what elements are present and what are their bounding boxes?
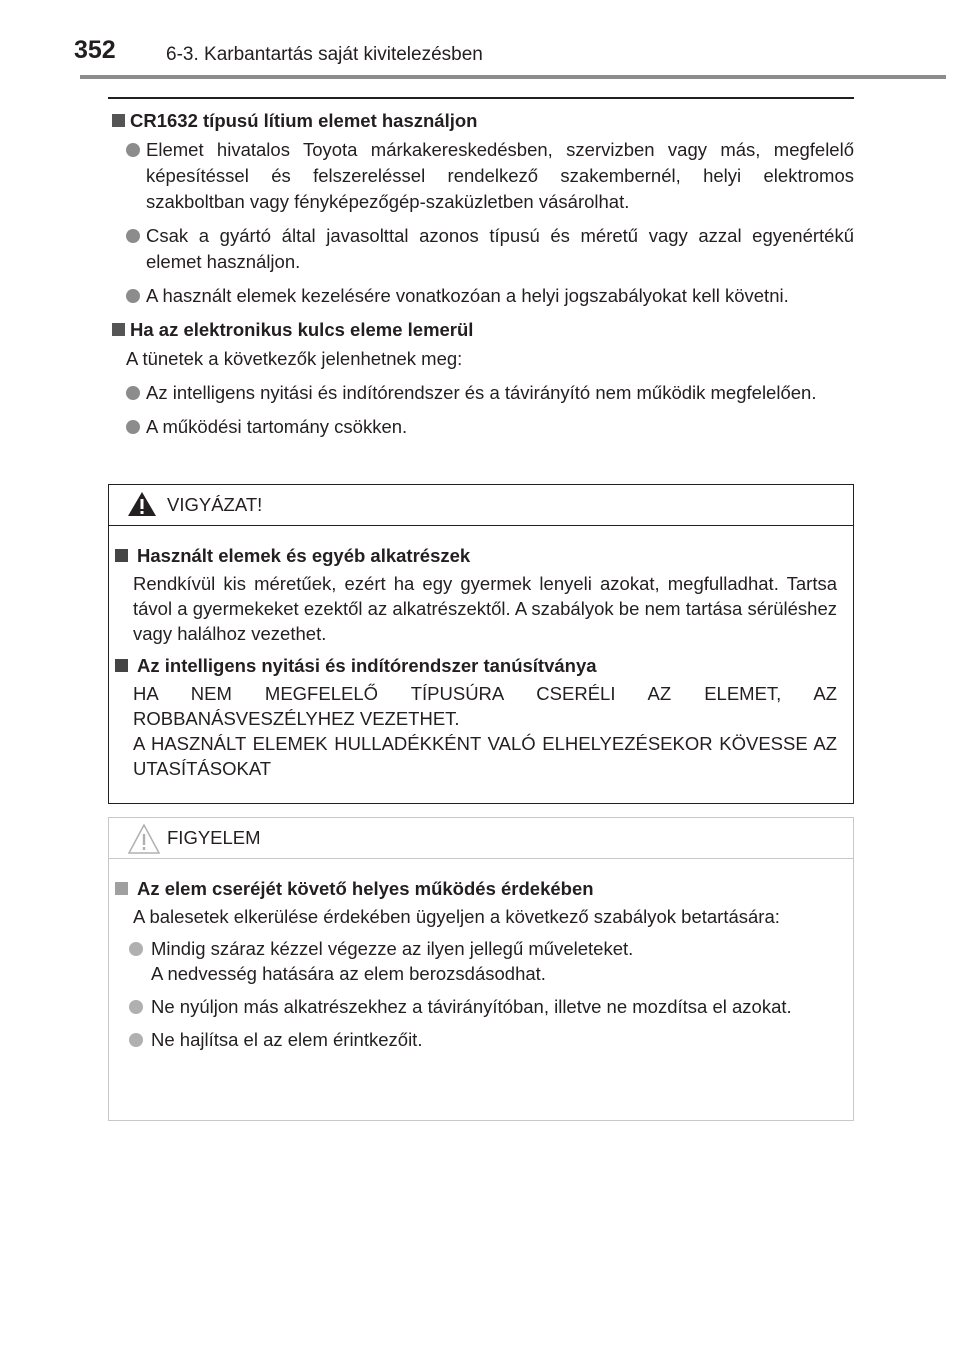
round-bullet-icon	[126, 143, 140, 157]
round-bullet-icon	[129, 942, 143, 956]
warning-text: Rendkívül kis méretűek, ezért ha egy gyermek lenyeli azokat, megfulladhat. Tartsa távol a gyermekeket ezektől az alkatrészektől. A szabályok be nem tartása sérüléshez vagy halálhoz vezethet.	[133, 573, 837, 644]
square-bullet-icon	[115, 659, 128, 672]
list-item: Mindig száraz kézzel végezze az ilyen jellegű műveleteket. A nedvesség hatására az elem berozsdásodhat.	[109, 936, 837, 986]
square-bullet-icon	[112, 323, 125, 336]
list-item: Ne nyúljon más alkatrészekhez a távirányítóban, illetve ne mozdítsa el azokat.	[109, 994, 837, 1019]
caution-heading: Az elem cseréjét követő helyes működés érdekében	[113, 876, 837, 901]
caution-intro: A balesetek elkerülése érdekében ügyeljen a következő szabályok betartására:	[133, 906, 780, 927]
warning-title: VIGYÁZAT!	[167, 494, 263, 515]
round-bullet-icon	[126, 229, 140, 243]
section-intro: A tünetek a következők jelenhetnek meg:	[126, 348, 463, 369]
round-bullet-icon	[126, 420, 140, 434]
caution-body	[109, 876, 837, 1060]
main-content	[108, 108, 854, 448]
list-item: A működési tartomány csökken.	[108, 414, 854, 440]
page-number: 352	[74, 36, 116, 64]
caution-title: FIGYELEM	[167, 827, 261, 848]
round-bullet-icon	[129, 1000, 143, 1014]
square-bullet-icon	[115, 549, 128, 562]
chapter-title: 6-3. Karbantartás saját kivitelezésben	[166, 44, 483, 65]
round-bullet-icon	[126, 386, 140, 400]
round-bullet-icon	[129, 1033, 143, 1047]
square-bullet-icon	[115, 882, 128, 895]
warning-heading-certificate: Az intelligens nyitási és indítórendszer tanúsítványa	[113, 653, 837, 678]
caution-box	[108, 817, 854, 1121]
list-item: A használt elemek kezelésére vonatkozóan a helyi jogszabályokat kell követni.	[108, 283, 854, 309]
section-rule	[108, 97, 854, 99]
warning-triangle-icon	[127, 490, 157, 518]
list-item: Ne hajlítsa el az elem érintkezőit.	[109, 1027, 837, 1052]
warning-box-header	[109, 485, 853, 526]
caution-box-header	[109, 818, 853, 859]
caution-triangle-icon	[127, 823, 161, 855]
section-heading-battery-type: CR1632 típusú lítium elemet használjon	[108, 108, 854, 134]
list-item: Elemet hivatalos Toyota márkakereskedésben, szervizben vagy más, megfelelő képesítéssel és felszereléssel rendelkező szakembernél, helyi elektromos szakboltban vagy fényképezőgép-szaküzletben vásárolhat.	[108, 137, 854, 215]
warning-text: HA NEM MEGFELELŐ TÍPUSÚRA CSERÉLI AZ ELEMET, AZ ROBBANÁSVESZÉLYHEZ VEZETHET. A HASZNÁLT ELEMEK HULLADÉKKÉNT VALÓ ELHELYEZÉSEKOR KÖVESSE AZ UTASÍTÁSOKAT	[133, 683, 837, 779]
warning-heading-used-batteries: Használt elemek és egyéb alkatrészek	[113, 543, 837, 568]
header-rule	[80, 75, 946, 79]
warning-box	[108, 484, 854, 804]
round-bullet-icon	[126, 289, 140, 303]
list-item: Csak a gyártó által javasolttal azonos típusú és méretű vagy azzal egyenértékű elemet használjon.	[108, 223, 854, 275]
warning-body	[109, 543, 837, 788]
list-item: Az intelligens nyitási és indítórendszer és a távirányító nem működik megfelelően.	[108, 380, 854, 406]
square-bullet-icon	[112, 114, 125, 127]
section-heading-battery-low: Ha az elektronikus kulcs eleme lemerül	[108, 317, 854, 343]
